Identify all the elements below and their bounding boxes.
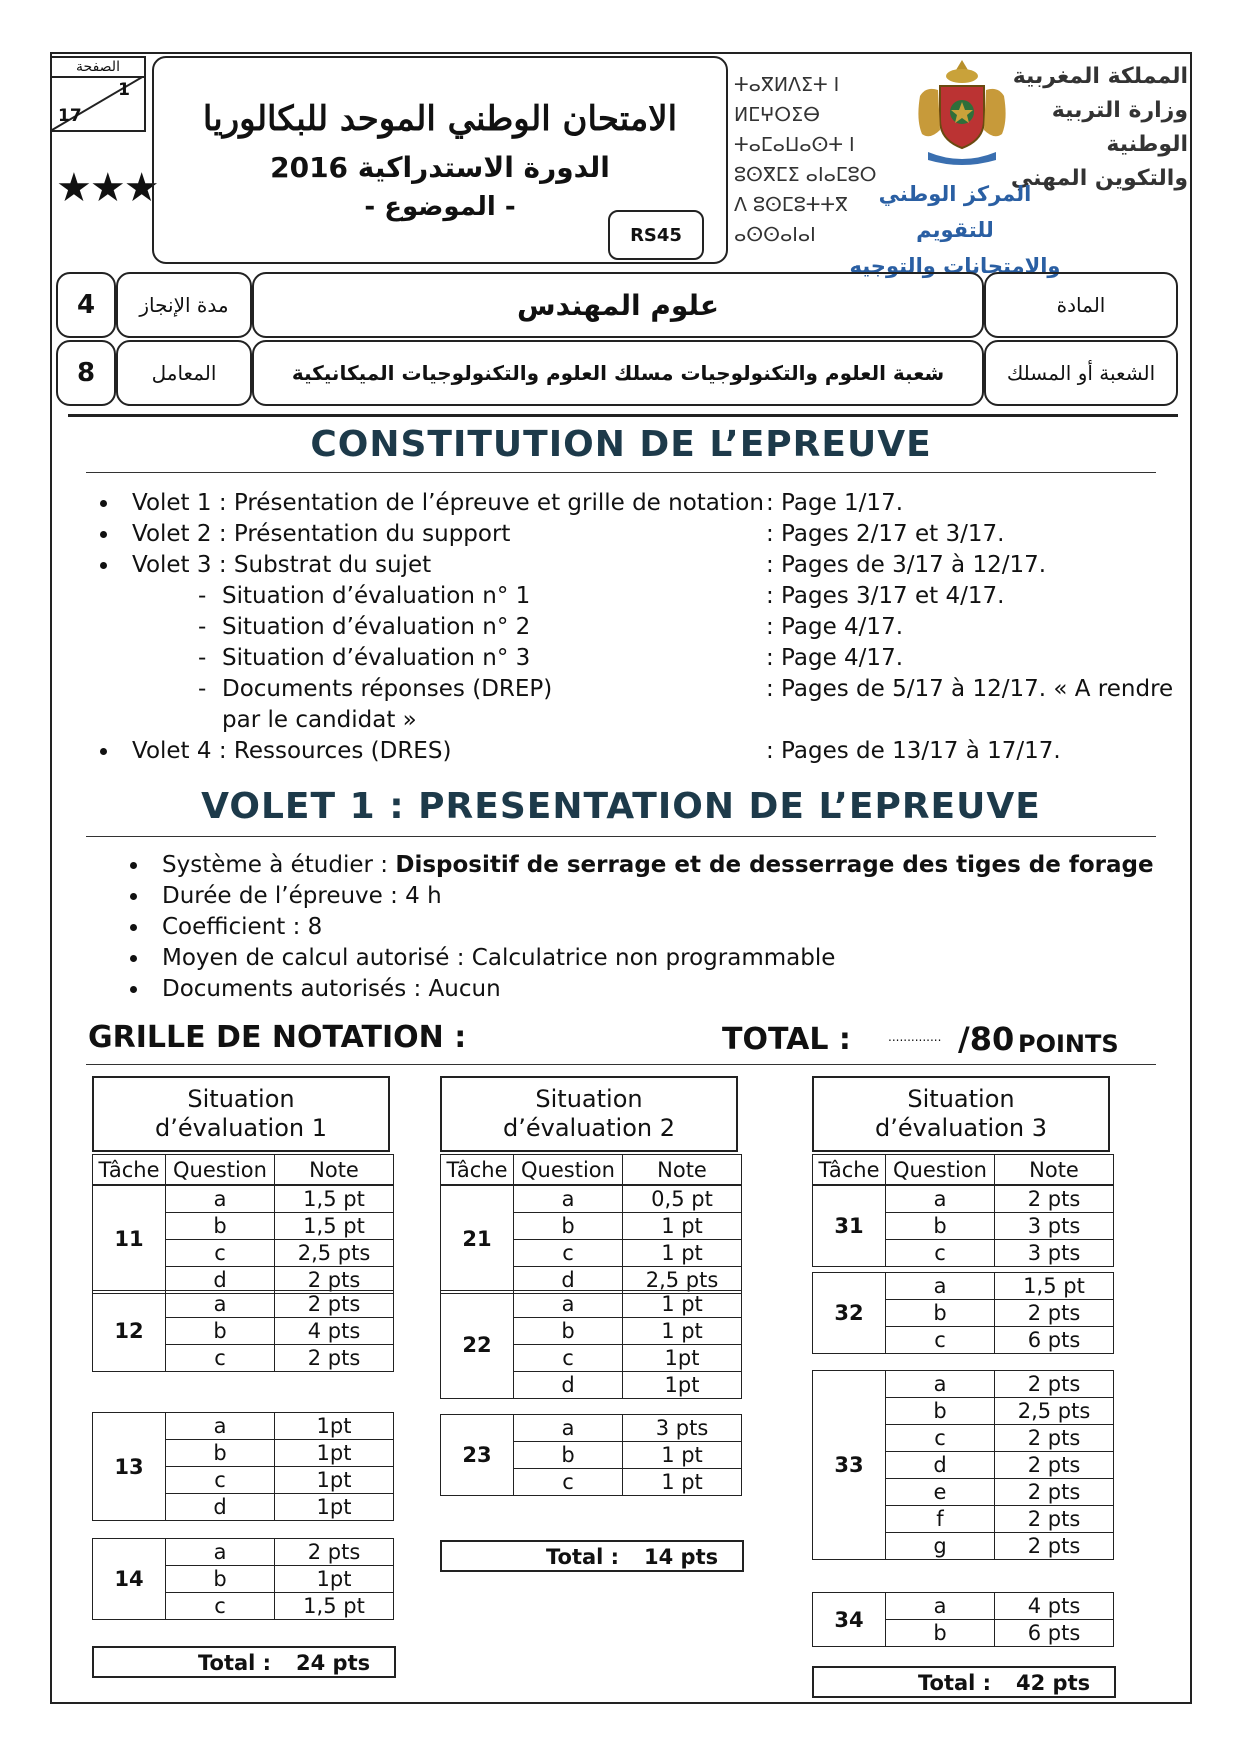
- page-total: 17: [58, 106, 82, 126]
- page-label: الصفحة: [52, 58, 144, 78]
- note-cell: 2 pts: [275, 1539, 394, 1566]
- question-cell: b: [166, 1318, 275, 1345]
- question-cell: a: [886, 1185, 995, 1212]
- task-id: 32: [813, 1273, 886, 1354]
- column-header: Question: [514, 1155, 623, 1185]
- total-label: Total :: [546, 1545, 620, 1569]
- table-row: [813, 1593, 1114, 1620]
- page-current: 1: [118, 80, 130, 100]
- table-row: [813, 1371, 1114, 1398]
- situation-title-line: d’évaluation 2: [503, 1114, 675, 1142]
- tifinagh-line: ⴷ ⵓⵙⵎⵓⵜⵜⴳ ⴰⵙⵙⴰⵏⴰⵏ: [734, 194, 848, 246]
- list-item: [128, 850, 1168, 881]
- note-cell: 1pt: [623, 1345, 742, 1372]
- question-cell: c: [886, 1327, 995, 1354]
- list-item: [128, 974, 1168, 1005]
- system-label: Système à étudier :: [162, 852, 396, 878]
- evaluation-center: [840, 176, 1070, 284]
- question-cell: d: [166, 1494, 275, 1521]
- task-id: 31: [813, 1185, 886, 1266]
- table-row: [813, 1185, 1114, 1212]
- note-cell: 3 pts: [623, 1415, 742, 1442]
- volet1-list: [128, 850, 1168, 1005]
- task-id: 12: [93, 1291, 166, 1372]
- note-cell: 2 pts: [995, 1452, 1114, 1479]
- total-value: 24 pts: [296, 1651, 371, 1675]
- note-cell: 1 pt: [623, 1469, 742, 1496]
- question-cell: g: [886, 1533, 995, 1560]
- note-cell: 3 pts: [995, 1239, 1114, 1266]
- note-cell: 6 pts: [995, 1620, 1114, 1647]
- question-cell: a: [166, 1291, 275, 1318]
- question-cell: a: [166, 1539, 275, 1566]
- coefficient-value: 8: [56, 340, 116, 406]
- coat-of-arms-emblem: [912, 56, 1012, 166]
- constitution-item: [98, 519, 1178, 550]
- situation-title-line: d’évaluation 1: [155, 1114, 327, 1142]
- question-cell: b: [166, 1212, 275, 1239]
- grille-total-value: /80: [958, 1020, 1015, 1058]
- note-cell: 2 pts: [995, 1506, 1114, 1533]
- situation-total: [812, 1666, 1116, 1698]
- question-cell: d: [514, 1266, 623, 1293]
- grille-total-unit: POINTS: [1018, 1030, 1119, 1058]
- item-left: par le candidat »: [222, 707, 417, 733]
- question-cell: c: [514, 1239, 623, 1266]
- item-right: : Page 1/17.: [766, 490, 904, 516]
- situation-total: [440, 1540, 744, 1572]
- column-header: Tâche: [441, 1155, 514, 1185]
- item-left: Volet 3 : Substrat du sujet: [132, 552, 432, 578]
- constitution-item: - Situation d’évaluation n° 1 : Pages 3/17 et 4/17.: [98, 581, 1178, 612]
- question-cell: b: [886, 1212, 995, 1239]
- note-cell: 1pt: [275, 1566, 394, 1593]
- question-cell: b: [886, 1620, 995, 1647]
- task-table: [440, 1185, 742, 1294]
- item-right: : Page 4/17.: [766, 614, 904, 640]
- table-row: [441, 1291, 742, 1318]
- question-cell: c: [514, 1345, 623, 1372]
- task-id: 22: [441, 1291, 514, 1399]
- task-table: [92, 1185, 394, 1294]
- constitution-title: CONSTITUTION DE L’EPREUVE: [310, 424, 932, 465]
- note-cell: 1,5 pt: [275, 1185, 394, 1212]
- question-cell: c: [166, 1593, 275, 1620]
- note-cell: 1 pt: [623, 1212, 742, 1239]
- task-table: [812, 1185, 1114, 1267]
- table-row: [93, 1185, 394, 1212]
- list-item: [128, 912, 1168, 943]
- note-cell: 6 pts: [995, 1327, 1114, 1354]
- page-number-box: [50, 56, 146, 132]
- tifinagh-line: ⵜⴰⴳⵍⴷⵉⵜ ⵏ ⵍⵎⵖⵔⵉⴱ: [734, 74, 840, 126]
- question-cell: b: [514, 1318, 623, 1345]
- question-cell: b: [886, 1398, 995, 1425]
- situation-title-line: d’évaluation 3: [875, 1114, 1047, 1142]
- question-cell: b: [166, 1440, 275, 1467]
- grille-total-label: TOTAL :: [722, 1022, 851, 1057]
- total-value: 14 pts: [644, 1545, 719, 1569]
- item-text: Durée de l’épreuve : 4 h: [162, 883, 442, 909]
- question-cell: b: [514, 1442, 623, 1469]
- divider: [68, 414, 1178, 417]
- question-cell: a: [886, 1371, 995, 1398]
- branch-label: الشعبة أو المسلك: [984, 340, 1178, 406]
- question-cell: e: [886, 1479, 995, 1506]
- coefficient-label: المعامل: [116, 340, 252, 406]
- note-cell: 2 pts: [995, 1425, 1114, 1452]
- task-id: 14: [93, 1539, 166, 1620]
- question-cell: a: [514, 1185, 623, 1212]
- note-cell: 1 pt: [623, 1318, 742, 1345]
- task-table: [92, 1290, 394, 1372]
- note-cell: 1pt: [275, 1413, 394, 1440]
- task-id: 23: [441, 1415, 514, 1496]
- note-cell: 1,5 pt: [275, 1212, 394, 1239]
- task-table: [440, 1290, 742, 1399]
- constitution-item: - Documents réponses (DREP) : Pages de 5/17 à 12/17. « A rendre: [98, 674, 1178, 705]
- total-label: Total :: [918, 1671, 992, 1695]
- item-left: Volet 1 : Présentation de l’épreuve et grille de notation: [132, 490, 764, 516]
- system-value: Dispositif de serrage et de desserrage des tiges de forage: [395, 852, 1154, 878]
- note-cell: 0,5 pt: [623, 1185, 742, 1212]
- situation-total: [92, 1646, 396, 1678]
- exam-sujet: - الموضوع -: [364, 191, 516, 222]
- situation-header: [812, 1076, 1110, 1152]
- exam-title: الامتحان الوطني الموحد للبكالوريا: [202, 98, 678, 139]
- branch-name: شعبة العلوم والتكنولوجيات مسلك العلوم والتكنولوجيات الميكانيكية: [252, 340, 984, 406]
- item-left: Documents réponses (DREP): [222, 676, 553, 702]
- question-cell: b: [514, 1212, 623, 1239]
- task-table: [812, 1592, 1114, 1647]
- duration-label: مدة الإنجاز: [116, 272, 252, 338]
- question-cell: c: [166, 1239, 275, 1266]
- note-cell: 2,5 pts: [623, 1266, 742, 1293]
- title-underline: [86, 1064, 1156, 1065]
- item-left: Situation d’évaluation n° 1: [222, 583, 531, 609]
- list-item: [128, 881, 1168, 912]
- question-cell: c: [166, 1467, 275, 1494]
- note-cell: 1,5 pt: [995, 1273, 1114, 1300]
- volet1-title: VOLET 1 : PRESENTATION DE L’EPREUVE: [201, 786, 1041, 827]
- task-table: [92, 1538, 394, 1620]
- column-header: Question: [886, 1155, 995, 1185]
- item-right: : Pages de 13/17 à 17/17.: [766, 738, 1061, 764]
- task-table: [812, 1272, 1114, 1354]
- tifinagh-line: ⵜⴰⵎⴰⵡⴰⵙⵜ ⵏ ⵓⵙⴳⵎⵉ ⴰⵏⴰⵎⵓⵔ: [734, 134, 877, 186]
- total-label: Total :: [198, 1651, 272, 1675]
- note-cell: 2 pts: [275, 1266, 394, 1293]
- situation-title-line: Situation: [535, 1085, 643, 1113]
- question-cell: f: [886, 1506, 995, 1533]
- item-right: : Pages de 3/17 à 12/17.: [766, 552, 1047, 578]
- note-cell: 2 pts: [995, 1185, 1114, 1212]
- constitution-item: - Situation d’évaluation n° 2 : Page 4/17.: [98, 612, 1178, 643]
- constitution-list: [98, 488, 1178, 767]
- question-cell: c: [514, 1469, 623, 1496]
- table-row: [813, 1273, 1114, 1300]
- column-header: Note: [995, 1155, 1114, 1185]
- constitution-item: [98, 705, 1178, 736]
- note-cell: 1pt: [275, 1440, 394, 1467]
- note-cell: 1pt: [275, 1494, 394, 1521]
- question-cell: a: [514, 1415, 623, 1442]
- constitution-item: [98, 736, 1178, 767]
- column-header-table: [92, 1154, 394, 1185]
- subject-label: المادة: [984, 272, 1178, 338]
- item-text: Moyen de calcul autorisé : Calculatrice non programmable: [162, 945, 836, 971]
- title-underline: [86, 836, 1156, 837]
- constitution-item: - Situation d’évaluation n° 3 : Page 4/17.: [98, 643, 1178, 674]
- item-right: : Pages 2/17 et 3/17.: [766, 521, 1005, 547]
- constitution-item: [98, 488, 1178, 519]
- question-cell: a: [514, 1291, 623, 1318]
- situation-title-line: Situation: [907, 1085, 1015, 1113]
- question-cell: c: [886, 1239, 995, 1266]
- question-cell: b: [166, 1566, 275, 1593]
- note-cell: 1pt: [275, 1467, 394, 1494]
- item-left: Volet 4 : Ressources (DRES): [132, 738, 452, 764]
- question-cell: c: [886, 1425, 995, 1452]
- center-line: والامتحانات والتوجيه: [849, 254, 1061, 278]
- question-cell: c: [166, 1345, 275, 1372]
- note-cell: 2 pts: [275, 1345, 394, 1372]
- column-header: Note: [623, 1155, 742, 1185]
- question-cell: b: [886, 1300, 995, 1327]
- subject-name: علوم المهندس: [252, 272, 984, 338]
- note-cell: 2 pts: [995, 1533, 1114, 1560]
- item-right: : Pages 3/17 et 4/17.: [766, 583, 1005, 609]
- task-table: [440, 1414, 742, 1496]
- item-left: Situation d’évaluation n° 2: [222, 614, 531, 640]
- constitution-item: [98, 550, 1178, 581]
- note-cell: 3 pts: [995, 1212, 1114, 1239]
- note-cell: 1 pt: [623, 1291, 742, 1318]
- question-cell: a: [166, 1185, 275, 1212]
- column-header: Tâche: [93, 1155, 166, 1185]
- note-cell: 2,5 pts: [275, 1239, 394, 1266]
- table-row: [93, 1291, 394, 1318]
- item-text: Coefficient : 8: [162, 914, 323, 940]
- item-text: Documents autorisés : Aucun: [162, 976, 501, 1002]
- task-id: 21: [441, 1185, 514, 1293]
- difficulty-stars: ★★★: [56, 165, 158, 211]
- task-id: 33: [813, 1371, 886, 1560]
- situation-title-line: Situation: [187, 1085, 295, 1113]
- task-id: 11: [93, 1185, 166, 1293]
- note-cell: 2 pts: [995, 1479, 1114, 1506]
- center-line: المركز الوطني للتقويم: [878, 182, 1032, 242]
- exam-code: RS45: [608, 210, 704, 260]
- question-cell: a: [166, 1413, 275, 1440]
- kingdom-line: المملكة المغربية: [1012, 64, 1188, 89]
- item-right: : Pages de 5/17 à 12/17. « A rendre: [766, 676, 1174, 702]
- item-right: : Page 4/17.: [766, 645, 904, 671]
- note-cell: 2 pts: [275, 1291, 394, 1318]
- table-row: [93, 1539, 394, 1566]
- situation-header: [440, 1076, 738, 1152]
- situation-header: [92, 1076, 390, 1152]
- table-row: [441, 1185, 742, 1212]
- column-header: Question: [166, 1155, 275, 1185]
- item-left: Situation d’évaluation n° 3: [222, 645, 531, 671]
- question-cell: a: [886, 1593, 995, 1620]
- question-cell: d: [166, 1266, 275, 1293]
- question-cell: d: [886, 1452, 995, 1479]
- note-cell: 4 pts: [995, 1593, 1114, 1620]
- note-cell: 1pt: [623, 1372, 742, 1399]
- table-row: [441, 1415, 742, 1442]
- exam-session: الدورة الاستدراكية 2016: [270, 150, 610, 184]
- ministry-line: والتكوين المهني: [1010, 166, 1188, 191]
- item-left: Volet 2 : Présentation du support: [132, 521, 511, 547]
- ministry-line: وزارة التربية الوطنية: [1051, 98, 1188, 157]
- question-cell: d: [514, 1372, 623, 1399]
- column-header: Tâche: [813, 1155, 886, 1185]
- question-cell: a: [886, 1273, 995, 1300]
- task-id: 13: [93, 1413, 166, 1521]
- total-value: 42 pts: [1016, 1671, 1091, 1695]
- column-header-table: [812, 1154, 1114, 1185]
- grille-total-dots: ..............: [888, 1030, 942, 1044]
- note-cell: 4 pts: [275, 1318, 394, 1345]
- duration-value: 4: [56, 272, 116, 338]
- note-cell: 1 pt: [623, 1239, 742, 1266]
- note-cell: 2,5 pts: [995, 1398, 1114, 1425]
- note-cell: 1,5 pt: [275, 1593, 394, 1620]
- column-header-table: [440, 1154, 742, 1185]
- list-item: [128, 943, 1168, 974]
- task-id: 34: [813, 1593, 886, 1647]
- task-table: [92, 1412, 394, 1521]
- task-table: [812, 1370, 1114, 1560]
- note-cell: 2 pts: [995, 1371, 1114, 1398]
- grille-title: GRILLE DE NOTATION :: [88, 1020, 467, 1055]
- note-cell: 1 pt: [623, 1442, 742, 1469]
- column-header: Note: [275, 1155, 394, 1185]
- title-underline: [86, 472, 1156, 473]
- table-row: [93, 1413, 394, 1440]
- note-cell: 2 pts: [995, 1300, 1114, 1327]
